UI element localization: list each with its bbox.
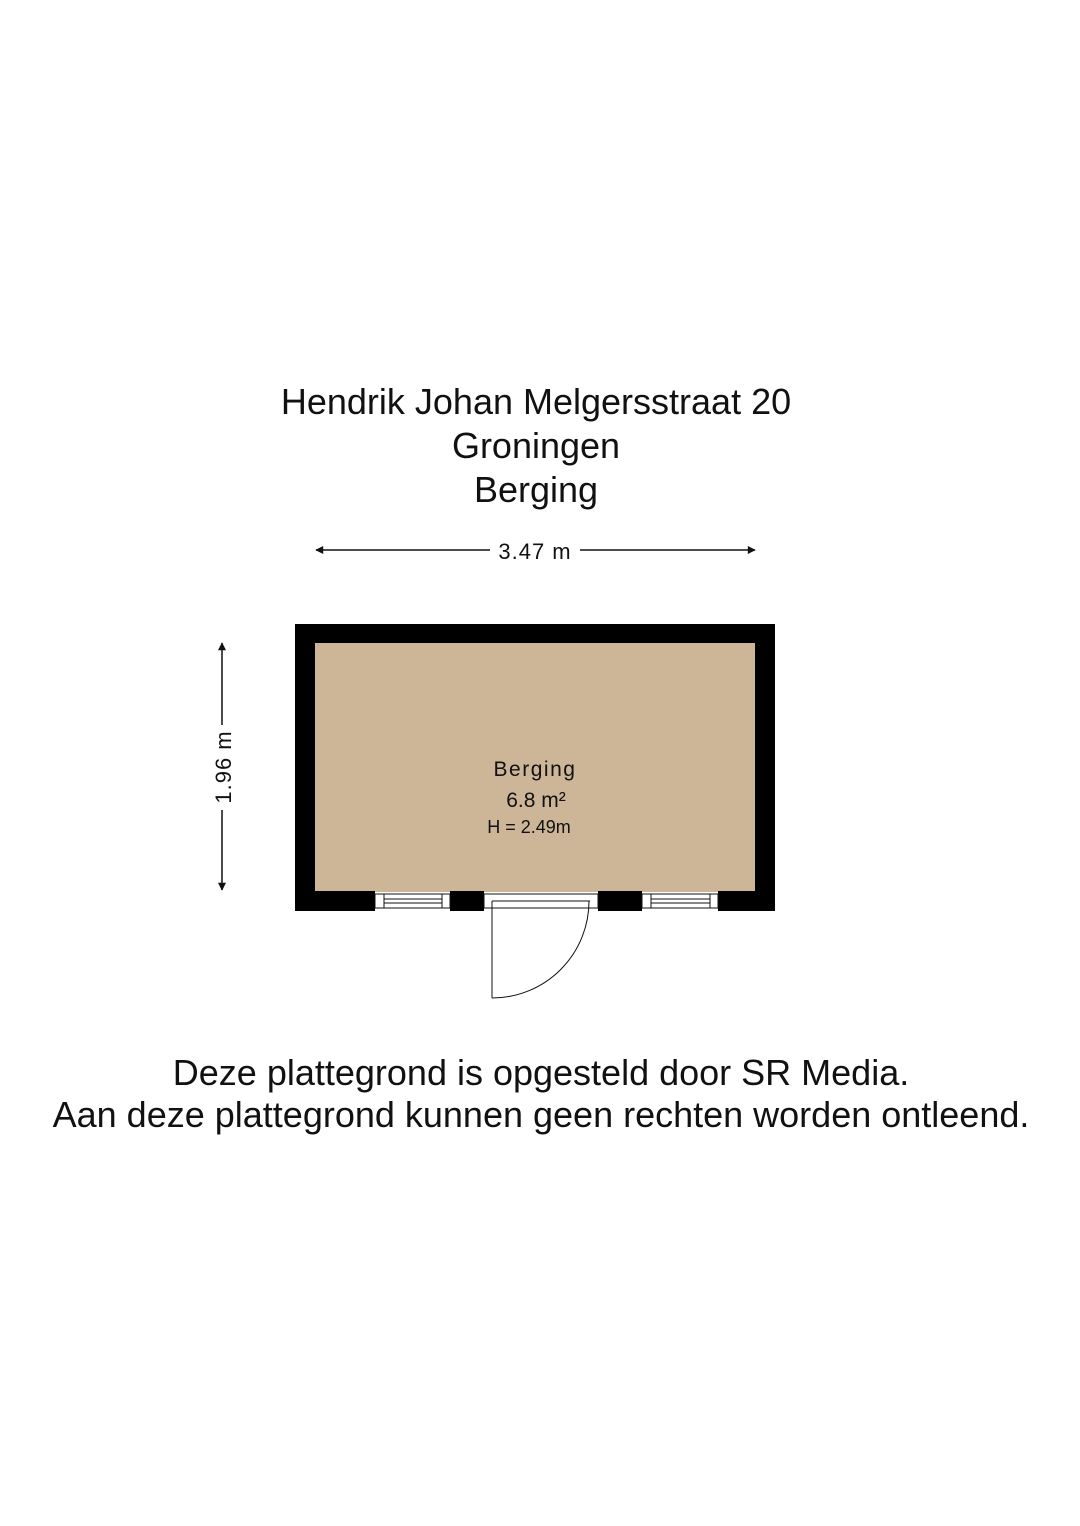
height-dimension: [211, 643, 236, 890]
door: [484, 894, 598, 998]
room-area-label: 6.8 m²: [506, 789, 566, 812]
height-dimension-label: 1.96 m: [211, 730, 236, 804]
address-title: Hendrik Johan Melgersstraat 20: [280, 381, 792, 422]
disclaimer-line-1: Deze plattegrond is opgesteld door SR Media.: [172, 1052, 910, 1093]
window-right: [642, 894, 718, 908]
width-dimension-label: 3.47 m: [498, 539, 572, 564]
room-name-label: Berging: [493, 758, 577, 781]
window-left: [375, 894, 450, 908]
disclaimer-line-2: Aan deze plattegrond kunnen geen rechten worden ontleend.: [52, 1094, 1030, 1135]
floor-name-title: Berging: [473, 469, 599, 510]
wall-top: [295, 624, 775, 643]
disclaimer: [0, 1052, 1080, 1136]
wall-bottom-pier-left: [450, 891, 484, 911]
wall-bottom-left: [295, 891, 375, 911]
city-title: Groningen: [451, 425, 621, 466]
room-height-label: H = 2.49m: [487, 817, 571, 837]
door-swing-arc: [492, 901, 589, 998]
width-dimension: [316, 539, 755, 564]
wall-left: [295, 624, 315, 911]
wall-bottom-right: [718, 891, 775, 911]
wall-bottom-pier-right: [598, 891, 642, 911]
wall-right: [755, 624, 775, 911]
window-left-frame: [375, 894, 450, 908]
window-right-frame: [642, 894, 718, 908]
